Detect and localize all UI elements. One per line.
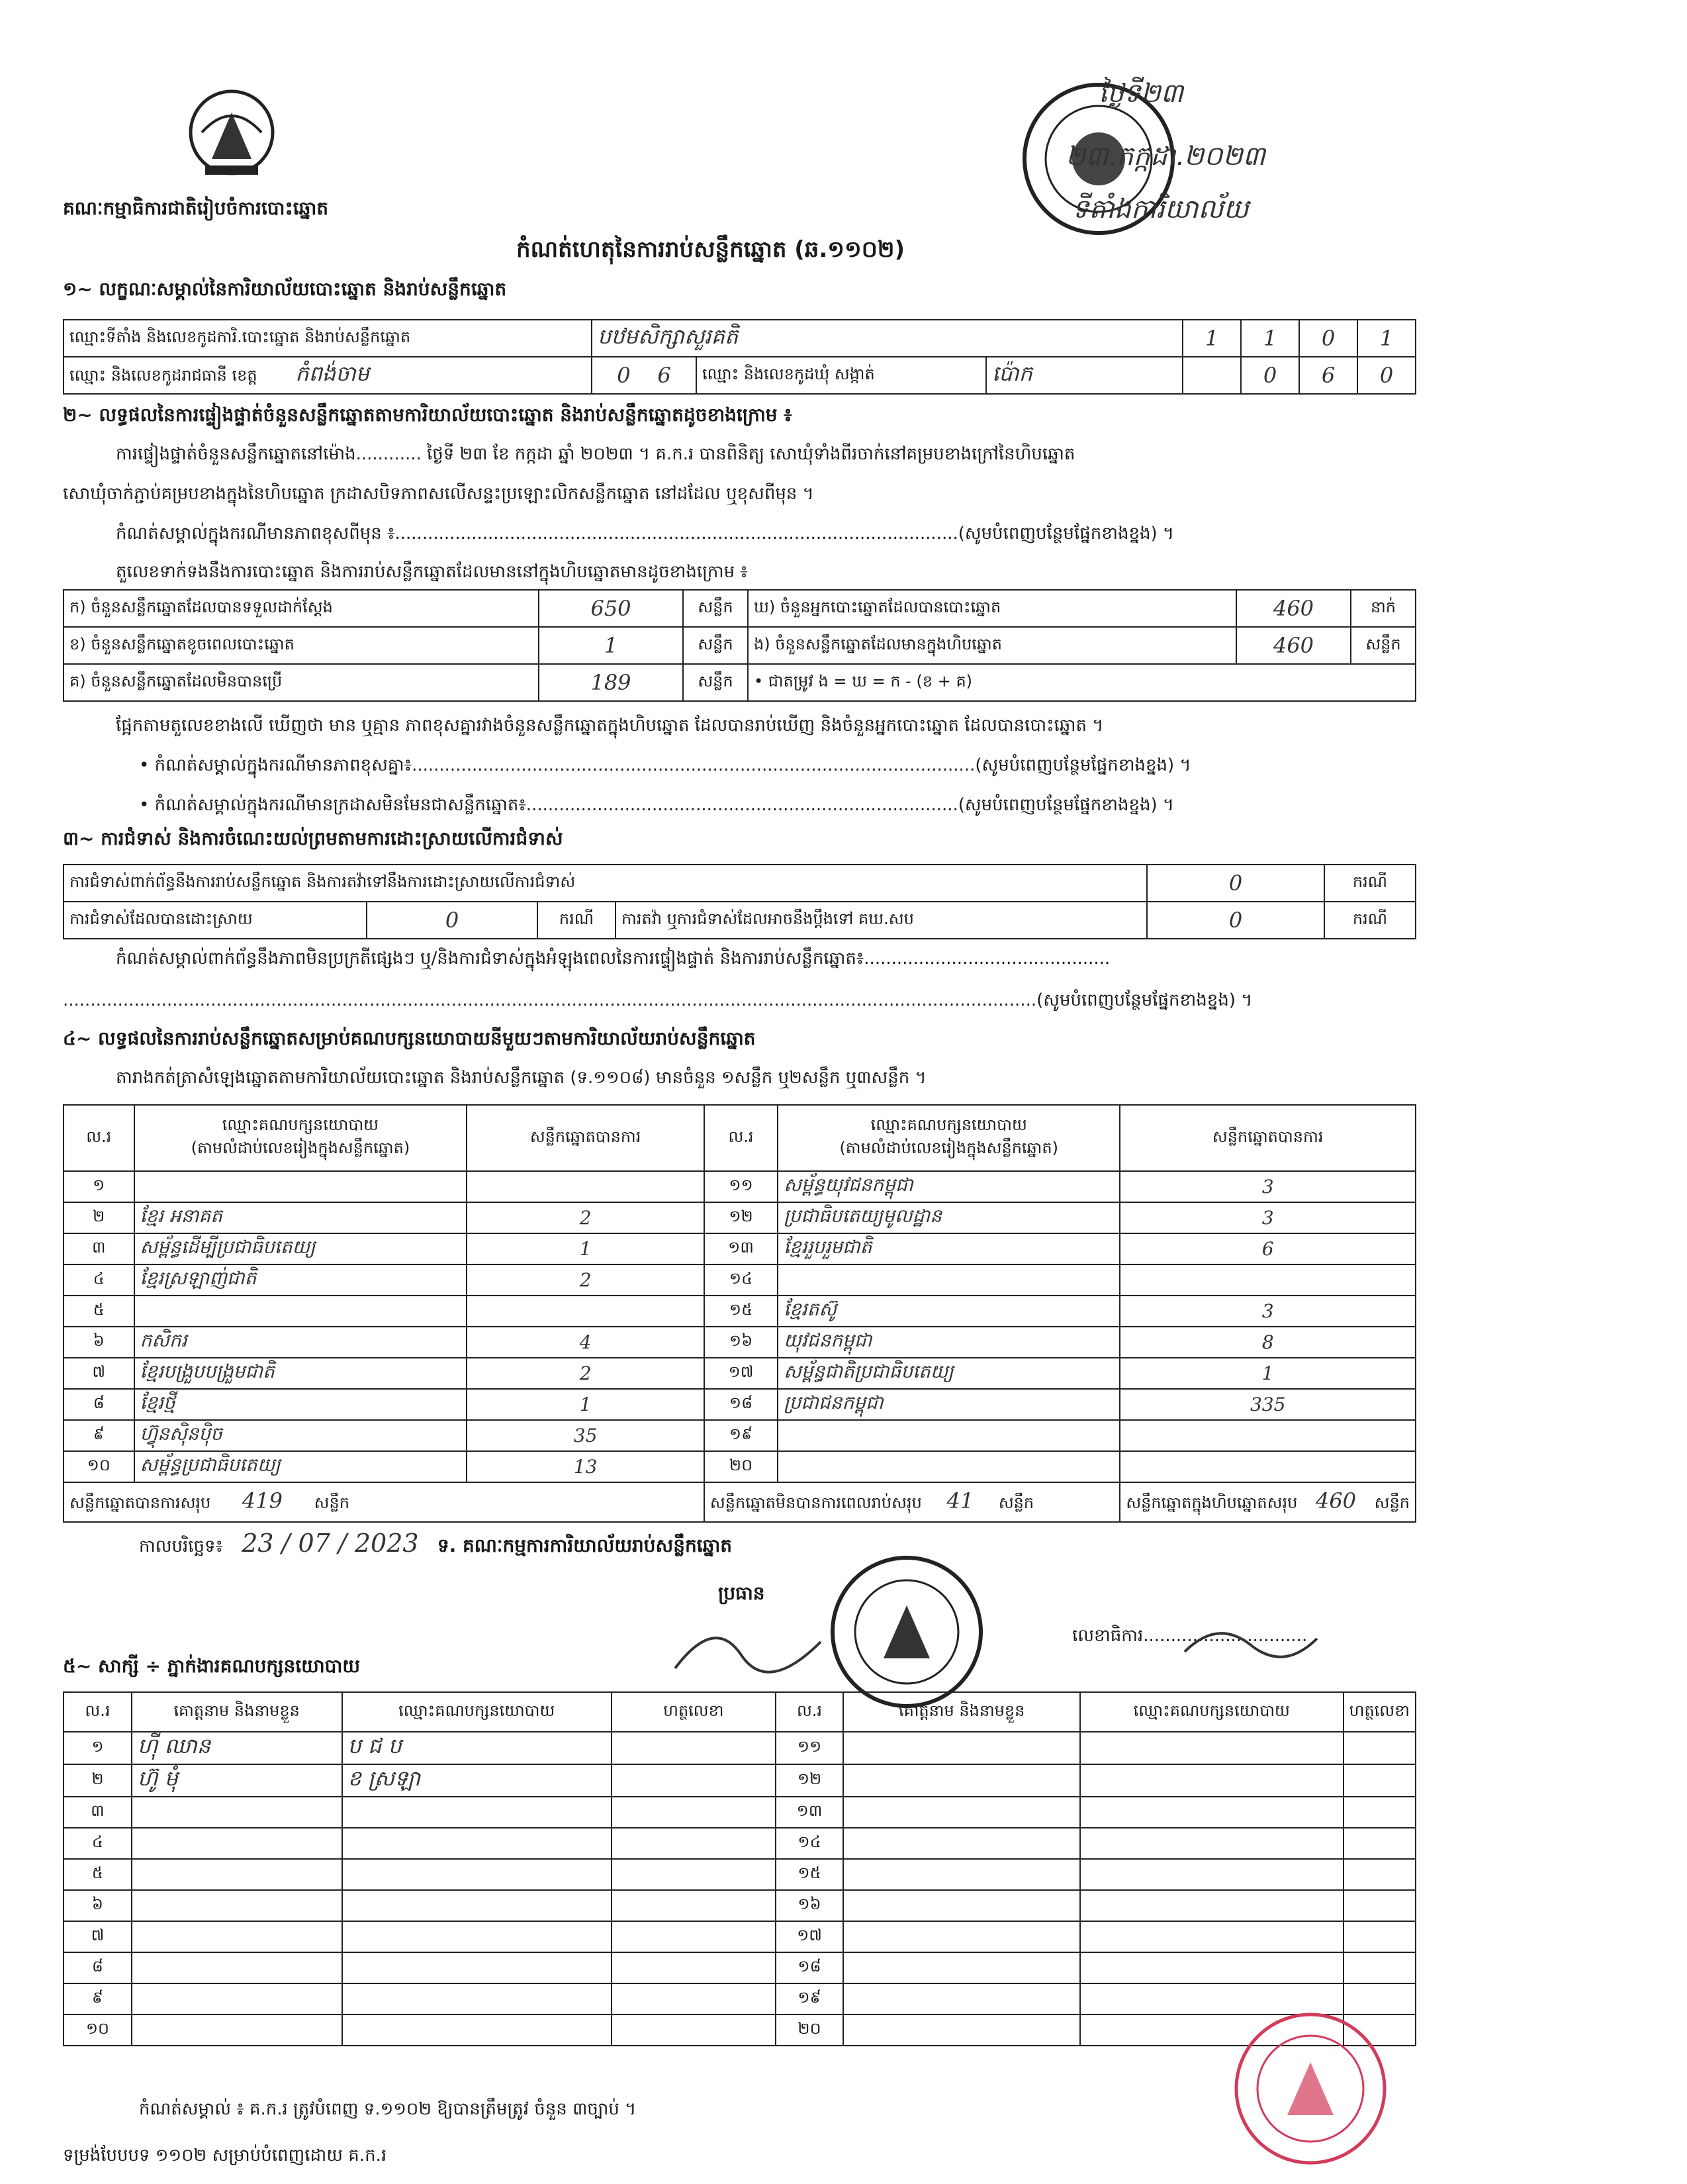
witness-signature bbox=[612, 1890, 776, 1921]
witness-name bbox=[843, 1828, 1080, 1859]
row-number: ៤ bbox=[64, 1828, 132, 1859]
party-votes: 2 bbox=[467, 1202, 704, 1233]
s2-label: ខ) ចំនួនសន្លឹកឆ្នោតខូចពេលបោះឆ្នោត bbox=[64, 627, 539, 664]
col-party: ឈ្មោះគណបក្សនយោបាយ bbox=[342, 1692, 612, 1732]
table-row bbox=[64, 1890, 1416, 1921]
party-name bbox=[134, 1296, 467, 1327]
witness-signature bbox=[612, 1764, 776, 1797]
party-votes: 2 bbox=[467, 1264, 704, 1296]
nec-emblem bbox=[185, 86, 278, 185]
s1-row2-code bbox=[592, 357, 696, 394]
row-number: ៩ bbox=[64, 1420, 134, 1451]
witness-name bbox=[843, 1983, 1080, 2015]
witness-party bbox=[1080, 1859, 1344, 1890]
witness-name bbox=[843, 2015, 1080, 2046]
form-title: កំណត់ហេតុនៃការរាប់សន្លឹកឆ្នោត (ឆ.១១០២) bbox=[516, 236, 905, 263]
witness-name bbox=[132, 1828, 342, 1859]
witness-signature bbox=[612, 1797, 776, 1828]
footer-note: កំណត់សម្គាល់ ៖ គ.ក.រ ត្រូវបំពេញ ទ.១១០២ ឱ្យបានត្រឹមត្រូវ ចំនួន ៣ច្បាប់ ។ bbox=[139, 2099, 637, 2119]
table-row bbox=[64, 1358, 1416, 1389]
party-votes: 1 bbox=[467, 1389, 704, 1420]
table-row bbox=[64, 1859, 1416, 1890]
row-number: ១៣ bbox=[776, 1797, 844, 1828]
witness-name bbox=[132, 1859, 342, 1890]
witness-signature bbox=[612, 1983, 776, 2015]
s1-row2-label bbox=[64, 357, 592, 394]
table-row bbox=[64, 1171, 1416, 1202]
party-votes: 3 bbox=[1120, 1296, 1416, 1327]
row-number: ៨ bbox=[64, 1952, 132, 1983]
s1-row2-value: កំពង់ចាម bbox=[295, 360, 369, 386]
row-number: ២០ bbox=[776, 2015, 844, 2046]
col-name: គោត្តនាម និងនាមខ្លួន bbox=[843, 1692, 1080, 1732]
s3-table bbox=[63, 864, 1416, 939]
party-name: សម្ព័ន្ធជាតិប្រជាធិបតេយ្យ bbox=[778, 1358, 1120, 1389]
witness-party bbox=[1080, 1952, 1344, 1983]
party-votes: 2 bbox=[467, 1358, 704, 1389]
witness-signature bbox=[612, 1952, 776, 1983]
s1-row2-label-text: ឈ្មោះ និងលេខកូដរាជធានី ខេត្ត bbox=[69, 365, 257, 385]
col-name: គោត្តនាម និងនាមខ្លួន bbox=[132, 1692, 342, 1732]
red-stamp bbox=[1231, 2009, 1390, 2168]
s3-r1-value: 0 bbox=[1147, 865, 1324, 902]
total-ballots bbox=[1120, 1482, 1416, 1522]
party-name: ហ៊្វុនស៊ិនប៉ិច bbox=[134, 1420, 467, 1451]
code-digit: 0 bbox=[617, 363, 631, 388]
table-row bbox=[64, 1732, 1416, 1764]
row-number: ១១ bbox=[704, 1171, 778, 1202]
table-row bbox=[64, 1264, 1416, 1296]
code-digit: 6 bbox=[657, 363, 671, 388]
party-name: យុវជនកម្ពុជា bbox=[778, 1327, 1120, 1358]
witness-party bbox=[342, 1797, 612, 1828]
row-number: ១៤ bbox=[776, 1828, 844, 1859]
witness-name bbox=[843, 1859, 1080, 1890]
s3-r2-unit: ករណី bbox=[537, 902, 616, 939]
s2-value: 189 bbox=[539, 664, 683, 701]
s2-unit: សន្លឹក bbox=[683, 664, 748, 701]
party-votes bbox=[1120, 1451, 1416, 1482]
witness-signature bbox=[1344, 1890, 1416, 1921]
party-name bbox=[778, 1451, 1120, 1482]
row-number: ៣ bbox=[64, 1233, 134, 1264]
party-votes: 4 bbox=[467, 1327, 704, 1358]
witness-party bbox=[342, 2015, 612, 2046]
date-line bbox=[139, 1529, 733, 1558]
s3-r2-unit2: ករណី bbox=[1324, 902, 1416, 939]
s3-r2-value: 0 bbox=[367, 902, 537, 939]
s1-row2-label2: ឈ្មោះ និងលេខកូដឃុំ សង្កាត់ bbox=[696, 357, 986, 394]
s2-unit: សន្លឹក bbox=[683, 627, 748, 664]
witness-party bbox=[342, 1921, 612, 1952]
row-number: ១២ bbox=[704, 1202, 778, 1233]
witness-signature bbox=[1344, 1952, 1416, 1983]
row-number: ២០ bbox=[704, 1451, 778, 1482]
stamp-handwriting-1: ថ្ងៃទី២៣ bbox=[1099, 78, 1183, 109]
col-no: ល.រ bbox=[704, 1105, 778, 1171]
table-row bbox=[64, 1764, 1416, 1797]
form-note: ទម្រង់បែបបទ ១១០២ សម្រាប់បំពេញដោយ គ.ក.រ bbox=[63, 2146, 387, 2165]
s4-heading: ៤~ លទ្ធផលនៃការរាប់សន្លឹកឆ្នោតសម្រាប់គណបក្សនយោបាយនីមួយៗតាមការិយាល័យរាប់សន្លឹកឆ្នោត bbox=[63, 1027, 756, 1049]
s2-note1: កំណត់សម្គាល់ក្នុងករណីមានភាពខុសពីមុន ៖.......................................................................................................(សូមបំពេញបន្ថែមផ្នែកខាងខ្នង) ។ bbox=[116, 524, 1175, 544]
table-row bbox=[64, 1389, 1416, 1420]
party-name: ប្រជាជនកម្ពុជា bbox=[778, 1389, 1120, 1420]
s1-row2-value2: ប៉ោក bbox=[986, 357, 1183, 394]
party-name: សម្ព័ន្ធប្រជាធិបតេយ្យ bbox=[134, 1451, 467, 1482]
col-no: ល.រ bbox=[64, 1692, 132, 1732]
party-name: កសិករ bbox=[134, 1327, 467, 1358]
witness-name bbox=[843, 1764, 1080, 1797]
s2-para4: ផ្អែកតាមតួលេខខាងលើ ឃើញថា មាន ឬគ្មាន ភាពខុសគ្នារវាងចំនួនសន្លឹកឆ្នោតក្នុងហិបឆ្នោត ដែលបានរាប់ឃើញ និងចំនួនអ្នកបោះឆ្នោត ដែលបានបោះឆ្នោត ។ bbox=[116, 716, 1104, 736]
code-digit-blank bbox=[1183, 357, 1241, 394]
total-valid-value: 419 bbox=[242, 1488, 283, 1513]
s5-witness-table bbox=[63, 1691, 1416, 2046]
row-number: ៦ bbox=[64, 1890, 132, 1921]
col-party bbox=[134, 1105, 467, 1171]
table-row bbox=[64, 627, 1416, 664]
row-number: ១៧ bbox=[704, 1358, 778, 1389]
row-number: ១៤ bbox=[704, 1264, 778, 1296]
s2-label: គ) ចំនួនសន្លឹកឆ្នោតដែលមិនបានប្រើ bbox=[64, 664, 539, 701]
s2-para2: សោឃុំចាក់ភ្ជាប់គម្របខាងក្នុងនៃហិបឆ្នោត ក្រដាសបិទភាពសលើសន្ទះប្រឡោះលិកសន្លឹកឆ្នោត នៅដដែល ឬខុសពីមុន ។ bbox=[63, 484, 814, 504]
table-row bbox=[64, 1327, 1416, 1358]
code-digit: 0 bbox=[1241, 357, 1299, 394]
code-digit: 0 bbox=[1299, 320, 1357, 357]
s1-row1-value: បឋមសិក្សាសួរគតិ bbox=[592, 320, 1183, 357]
table-row bbox=[64, 2015, 1416, 2046]
row-number: ១ bbox=[64, 1171, 134, 1202]
chair-signature bbox=[662, 1602, 834, 1682]
row-number: ៩ bbox=[64, 1983, 132, 2015]
row-number: ១៩ bbox=[704, 1420, 778, 1451]
witness-name bbox=[843, 1890, 1080, 1921]
row-number: ១០ bbox=[64, 2015, 132, 2046]
witness-name bbox=[843, 1732, 1080, 1764]
witness-signature bbox=[1344, 1921, 1416, 1952]
s3-heading: ៣~ ការជំទាស់ និងការចំណេះយល់ព្រមតាមការដោះស្រាយលើការជំទាស់ bbox=[63, 828, 563, 849]
witness-party bbox=[1080, 1764, 1344, 1797]
witness-name: ហ៊ី ឈាន bbox=[132, 1732, 342, 1764]
witness-party: ខ ស្រឡា bbox=[342, 1764, 612, 1797]
party-votes: 13 bbox=[467, 1451, 704, 1482]
col-party: ឈ្មោះគណបក្សនយោបាយ bbox=[1080, 1692, 1344, 1732]
table-row bbox=[64, 1983, 1416, 2015]
party-votes: 1 bbox=[467, 1233, 704, 1264]
witness-signature bbox=[1344, 1859, 1416, 1890]
code-digit: 6 bbox=[1299, 357, 1357, 394]
witness-party: ប ជ ប bbox=[342, 1732, 612, 1764]
party-name: ខ្មែររួបរួមជាតិ bbox=[778, 1233, 1120, 1264]
witness-party bbox=[1080, 1732, 1344, 1764]
table-row bbox=[64, 664, 1416, 701]
s2-label2: ឃ) ចំនួនអ្នកបោះឆ្នោតដែលបានបោះឆ្នោត bbox=[748, 590, 1236, 627]
col-party-title: ឈ្មោះគណបក្សនយោបាយ bbox=[222, 1116, 379, 1134]
col-no: ល.រ bbox=[64, 1105, 134, 1171]
witness-name bbox=[132, 1983, 342, 2015]
row-number: ១៥ bbox=[704, 1296, 778, 1327]
total-valid-unit: សន្លឹក bbox=[314, 1494, 349, 1512]
s1-heading: ១~ លក្ខណៈសម្គាល់នៃការិយាល័យបោះឆ្នោត និងរាប់សន្លឹកឆ្នោត bbox=[63, 278, 507, 300]
col-party-sub: (តាមលំដាប់លេខរៀងក្នុងសន្លឹកឆ្នោត) bbox=[191, 1139, 410, 1157]
total-invalid-value: 41 bbox=[946, 1488, 974, 1513]
total-invalid-label: សន្លឹកឆ្នោតមិនបានការពេលរាប់សរុប bbox=[709, 1494, 922, 1512]
s4-para: តារាងកត់ត្រាសំឡេងឆ្នោតតាមការិយាល័យបោះឆ្នោត និងរាប់សន្លឹកឆ្នោត (ទ.១១០៨) មានចំនួន ១សន្លឹក ឬ២សន្លឹក ឬ៣សន្លឹក ។ bbox=[116, 1068, 927, 1088]
s3-r2-label2: ការតវ៉ា ឬការជំទាស់ដែលអាចនឹងប្តឹងទៅ គឃ.សប bbox=[616, 902, 1147, 939]
party-votes: 335 bbox=[1120, 1389, 1416, 1420]
witness-name bbox=[132, 1797, 342, 1828]
party-name: ខ្មែរតស៊ូ bbox=[778, 1296, 1120, 1327]
party-name: ខ្មែរ អនាគត bbox=[134, 1202, 467, 1233]
date-value: 23 / 07 / 2023 bbox=[242, 1529, 419, 1558]
witness-party bbox=[342, 1859, 612, 1890]
witness-name bbox=[132, 1952, 342, 1983]
witness-party bbox=[342, 1952, 612, 1983]
party-votes: 6 bbox=[1120, 1233, 1416, 1264]
col-votes: សន្លឹកឆ្នោតបានការ bbox=[1120, 1105, 1416, 1171]
row-number: ៧ bbox=[64, 1921, 132, 1952]
table-row bbox=[64, 1451, 1416, 1482]
row-number: ២ bbox=[64, 1202, 134, 1233]
col-party-title: ឈ្មោះគណបក្សនយោបាយ bbox=[870, 1116, 1027, 1134]
party-name bbox=[778, 1264, 1120, 1296]
row-number: ៦ bbox=[64, 1327, 134, 1358]
witness-party bbox=[1080, 1828, 1344, 1859]
s3-r2-label: ការជំទាស់ដែលបានដោះស្រាយ bbox=[64, 902, 367, 939]
witness-name bbox=[843, 1797, 1080, 1828]
date-label: កាលបរិច្ឆេទ៖ bbox=[139, 1537, 223, 1556]
row-number: ១៥ bbox=[776, 1859, 844, 1890]
table-row bbox=[64, 1828, 1416, 1859]
party-votes: 35 bbox=[467, 1420, 704, 1451]
party-name bbox=[778, 1420, 1120, 1451]
witness-signature bbox=[1344, 1732, 1416, 1764]
row-number: ១៨ bbox=[704, 1389, 778, 1420]
secretary-label: លេខាធិការ.............................. bbox=[1072, 1626, 1308, 1646]
col-party-sub: (តាមលំដាប់លេខរៀងក្នុងសន្លឹកឆ្នោត) bbox=[839, 1139, 1058, 1157]
s3-r1-unit: ករណី bbox=[1324, 865, 1416, 902]
row-number: ២ bbox=[64, 1764, 132, 1797]
s3-r2-value2: 0 bbox=[1147, 902, 1324, 939]
code-digit: 0 bbox=[1357, 357, 1416, 394]
row-number: ១៩ bbox=[776, 1983, 844, 2015]
party-votes: 1 bbox=[1120, 1358, 1416, 1389]
total-valid-label: សន្លឹកឆ្នោតបានការសរុប bbox=[69, 1494, 211, 1512]
row-number: ១៦ bbox=[704, 1327, 778, 1358]
row-number: ៣ bbox=[64, 1797, 132, 1828]
witness-party bbox=[1080, 1797, 1344, 1828]
witness-party bbox=[1080, 1890, 1344, 1921]
s2-count-table bbox=[63, 589, 1416, 702]
s2-value2: 460 bbox=[1236, 590, 1351, 627]
s1-table bbox=[63, 319, 1416, 395]
witness-signature bbox=[1344, 1797, 1416, 1828]
row-number: ១២ bbox=[776, 1764, 844, 1797]
witness-signature bbox=[612, 1859, 776, 1890]
row-number: ១ bbox=[64, 1732, 132, 1764]
witness-signature bbox=[1344, 1764, 1416, 1797]
witness-party bbox=[342, 1890, 612, 1921]
table-row bbox=[64, 1921, 1416, 1952]
col-votes: សន្លឹកឆ្នោតបានការ bbox=[467, 1105, 704, 1171]
row-number: ១៣ bbox=[704, 1233, 778, 1264]
s2-label2: ង) ចំនួនសន្លឹកឆ្នោតដែលមានក្នុងហិបឆ្នោត bbox=[748, 627, 1236, 664]
party-votes bbox=[467, 1171, 704, 1202]
code-digit: 1 bbox=[1183, 320, 1241, 357]
s2-value2: 460 bbox=[1236, 627, 1351, 664]
s2-unit2: សន្លឹក bbox=[1351, 627, 1416, 664]
secretary-signature bbox=[1178, 1612, 1324, 1672]
table-row bbox=[64, 1952, 1416, 1983]
witness-party bbox=[342, 1828, 612, 1859]
stamp-handwriting-2: ២៣.កក្កដា.២០២៣ bbox=[1066, 141, 1265, 171]
chair-label: ប្រធាន bbox=[718, 1582, 765, 1604]
total-ballots-label: សន្លឹកឆ្នោតក្នុងហិបឆ្នោតសរុប bbox=[1126, 1494, 1298, 1512]
party-name: សម្ព័ន្ធយុវជនកម្ពុជា bbox=[778, 1171, 1120, 1202]
witness-signature bbox=[612, 1828, 776, 1859]
s2-heading: ២~ លទ្ធផលនៃការផ្ទៀងផ្ទាត់ចំនួនសន្លឹកឆ្នោតតាមការិយាល័យបោះឆ្នោត និងរាប់សន្លឹកឆ្នោតដូចខាងក្រោម ៖ bbox=[63, 404, 792, 426]
s2-para1: ការផ្ទៀងផ្ទាត់ចំនួនសន្លឹកឆ្នោតនៅម៉ោង............ ថ្ងៃទី ២៣ ខែ កក្កដា ឆ្នាំ ២០២៣ ។ គ.ក.រ បានពិនិត្យ សោឃុំទាំងពីរចាក់នៅគម្របខាងក្រៅនៃហិបឆ្នោត bbox=[116, 444, 1075, 464]
col-sign: ហត្ថលេខា bbox=[1344, 1692, 1416, 1732]
official-stamp-mid bbox=[827, 1552, 986, 1711]
org-name: គណៈកម្មាធិការជាតិរៀបចំការបោះឆ្នោត bbox=[63, 197, 329, 219]
party-name: ខ្មែរស្រឡាញ់ជាតិ bbox=[134, 1264, 467, 1296]
party-name: ខ្មែរថ្មី bbox=[134, 1389, 467, 1420]
total-invalid bbox=[704, 1482, 1120, 1522]
witness-name: ហ៊ូ មុំ bbox=[132, 1764, 342, 1797]
table-row bbox=[64, 1202, 1416, 1233]
committee-label: ទ. គណៈកម្មការការិយាល័យរាប់សន្លឹកឆ្នោត bbox=[437, 1535, 733, 1556]
party-name: ប្រជាធិបតេយ្យមូលដ្ឋាន bbox=[778, 1202, 1120, 1233]
party-name bbox=[134, 1171, 467, 1202]
party-name: ខ្មែរបង្រួបបង្រួមជាតិ bbox=[134, 1358, 467, 1389]
s2-value: 1 bbox=[539, 627, 683, 664]
table-row bbox=[64, 1797, 1416, 1828]
row-number: ៧ bbox=[64, 1358, 134, 1389]
total-invalid-unit: សន្លឹក bbox=[998, 1494, 1034, 1512]
row-number: ៥ bbox=[64, 1859, 132, 1890]
s2-note3: • កំណត់សម្គាល់ក្នុងករណីមានក្រដាសមិនមែនជាសន្លឹកឆ្នោត៖...............................................................................(សូមបំពេញបន្ថែមផ្នែកខាងខ្នង) ។ bbox=[139, 795, 1175, 815]
s3-note: កំណត់សម្គាល់ពាក់ព័ន្ធនឹងភាពមិនប្រក្រតីផ្សេងៗ ឬ/និងការជំទាស់ក្នុងអំឡុងពេលនៃការផ្ទៀងផ្ទាត់ និងការរាប់សន្លឹកឆ្នោត៖............................................. bbox=[116, 949, 1111, 969]
s3-r1-label: ការជំទាស់ពាក់ព័ន្ធនឹងការរាប់សន្លឹកឆ្នោត និងការតវ៉ាទៅនឹងការដោះស្រាយលើការជំទាស់ bbox=[64, 865, 1147, 902]
s2-note2: • កំណត់សម្គាល់ក្នុងករណីមានភាពខុសគ្នា៖.......................................................................................................(សូមបំពេញបន្ថែមផ្នែកខាងខ្នង) ។ bbox=[139, 755, 1191, 775]
row-number: ១០ bbox=[64, 1451, 134, 1482]
col-party bbox=[778, 1105, 1120, 1171]
table-row bbox=[64, 1233, 1416, 1264]
col-sign: ហត្ថលេខា bbox=[612, 1692, 776, 1732]
row-number: ៥ bbox=[64, 1296, 134, 1327]
table-row bbox=[64, 590, 1416, 627]
witness-signature bbox=[612, 1732, 776, 1764]
party-name: សម្ព័ន្ធដើម្បីប្រជាធិបតេយ្យ bbox=[134, 1233, 467, 1264]
party-votes bbox=[467, 1296, 704, 1327]
witness-name bbox=[132, 2015, 342, 2046]
total-ballots-value: 460 bbox=[1315, 1488, 1357, 1513]
s2-value: 650 bbox=[539, 590, 683, 627]
witness-signature bbox=[1344, 1828, 1416, 1859]
row-number: ១៨ bbox=[776, 1952, 844, 1983]
total-valid bbox=[64, 1482, 704, 1522]
party-votes: 8 bbox=[1120, 1327, 1416, 1358]
party-votes: 3 bbox=[1120, 1202, 1416, 1233]
s2-unit: សន្លឹក bbox=[683, 590, 748, 627]
party-votes: 3 bbox=[1120, 1171, 1416, 1202]
table-row bbox=[64, 1420, 1416, 1451]
s3-note-b: ..................................................................................................................................................................................(សូមបំពេញបន្ថែមផ្នែកខាងខ្នង) ។ bbox=[63, 990, 1253, 1010]
row-number: ១៧ bbox=[776, 1921, 844, 1952]
code-digit: 1 bbox=[1241, 320, 1299, 357]
row-number: ៨ bbox=[64, 1389, 134, 1420]
code-digit: 1 bbox=[1357, 320, 1416, 357]
row-number: ១១ bbox=[776, 1732, 844, 1764]
row-number: ៤ bbox=[64, 1264, 134, 1296]
witness-signature bbox=[612, 2015, 776, 2046]
row-number: ១៦ bbox=[776, 1890, 844, 1921]
party-votes bbox=[1120, 1420, 1416, 1451]
col-no: ល.រ bbox=[776, 1692, 844, 1732]
witness-name bbox=[843, 1952, 1080, 1983]
s1-row1-label: ឈ្មោះទីតាំង និងលេខកូដការិ.បោះឆ្នោត និងរាប់សន្លឹកឆ្នោត bbox=[64, 320, 592, 357]
witness-party bbox=[342, 1983, 612, 2015]
table-row bbox=[64, 1296, 1416, 1327]
s4-results-table bbox=[63, 1104, 1416, 1523]
witness-signature bbox=[612, 1921, 776, 1952]
s2-formula: • ជាតម្រូវ ង = ឃ = ក - (ខ + គ) bbox=[748, 664, 1416, 701]
witness-name bbox=[132, 1890, 342, 1921]
party-votes bbox=[1120, 1264, 1416, 1296]
witness-party bbox=[1080, 1921, 1344, 1952]
witness-name bbox=[843, 1921, 1080, 1952]
s2-label: ក) ចំនួនសន្លឹកឆ្នោតដែលបានទទួលដាក់ស្តែង bbox=[64, 590, 539, 627]
witness-name bbox=[132, 1921, 342, 1952]
stamp-handwriting-3: ទីតាំងការិយាល័យ bbox=[1072, 194, 1249, 224]
s2-para3: តួលេខទាក់ទងនឹងការបោះឆ្នោត និងការរាប់សន្លឹកឆ្នោតដែលមាននៅក្នុងហិបឆ្នោតមានដូចខាងក្រោម ៖ bbox=[116, 562, 748, 582]
s5-heading: ៥~ សាក្សី ÷ ភ្នាក់ងារគណបក្សនយោបាយ bbox=[63, 1655, 360, 1677]
total-ballots-unit: សន្លឹក bbox=[1374, 1494, 1410, 1512]
s2-unit2: នាក់ bbox=[1351, 590, 1416, 627]
